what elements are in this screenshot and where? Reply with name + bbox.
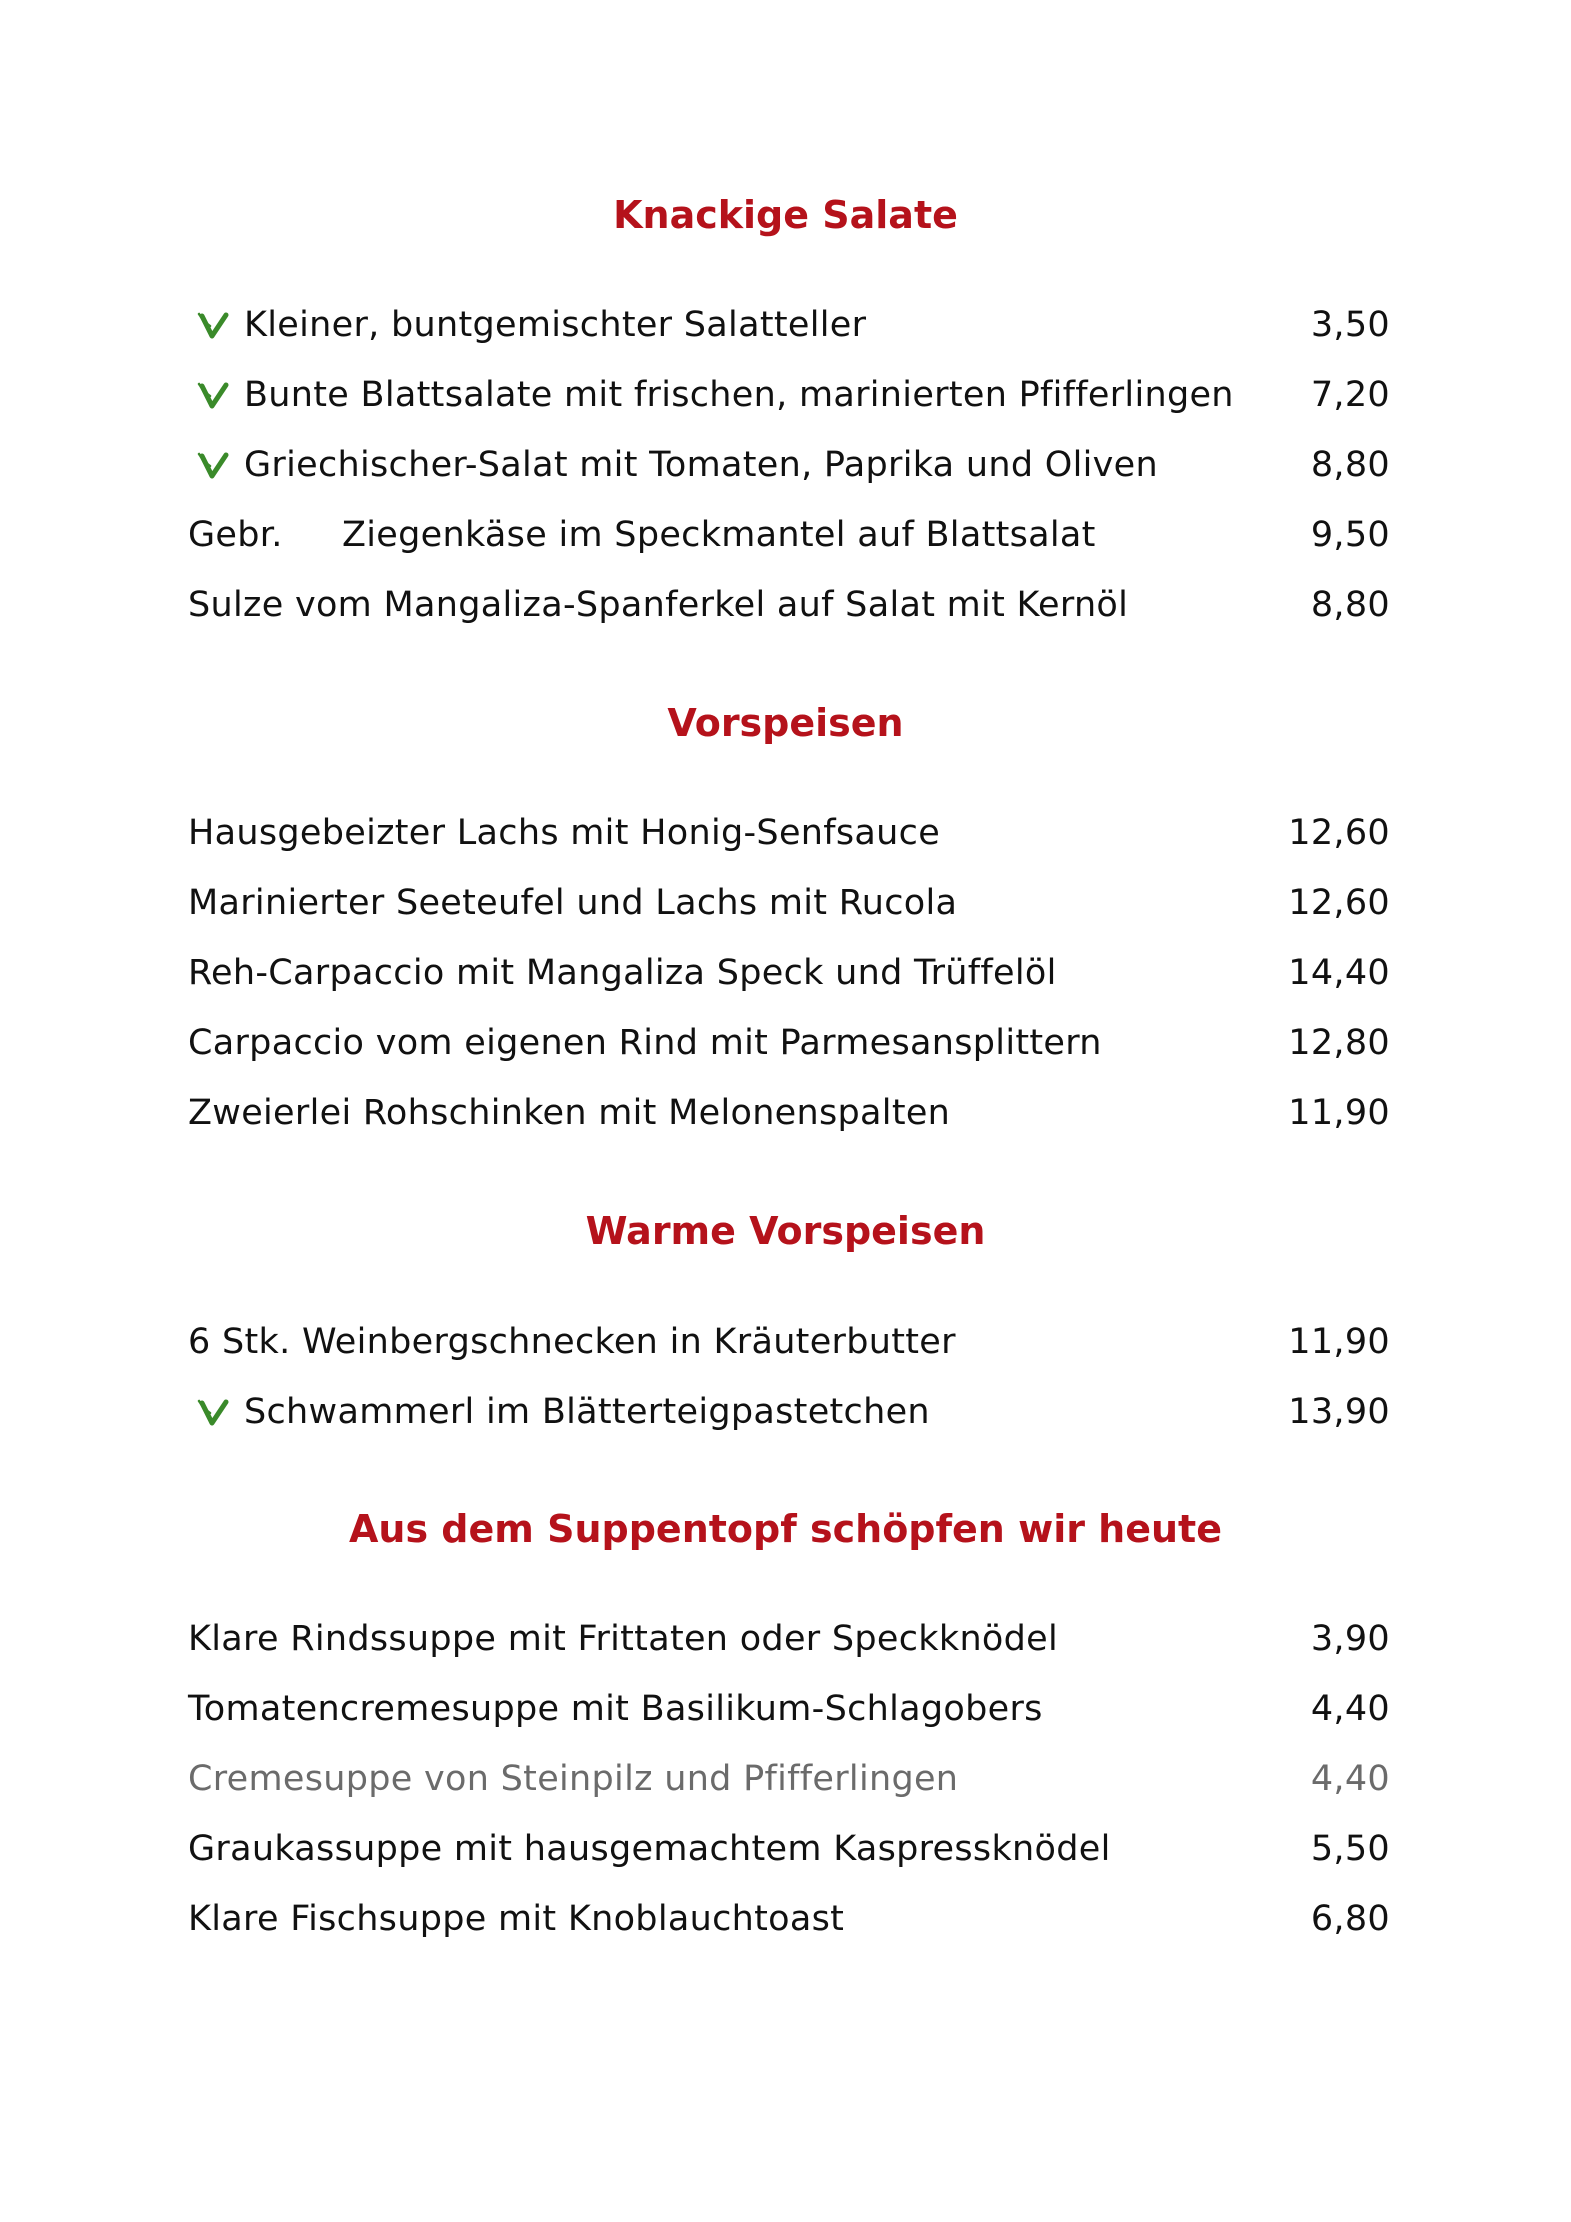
vegetarian-leaf-icon	[196, 452, 232, 480]
menu-item	[188, 1088, 1390, 1138]
item-price: 3,90	[1310, 1619, 1390, 1659]
menu-item	[188, 440, 1390, 490]
item-name: Griechischer-Salat mit Tomaten, Paprika und Oliven	[244, 445, 1158, 485]
vegetarian-leaf-icon	[196, 312, 232, 340]
vegetarian-leaf-icon	[196, 382, 232, 410]
menu-item	[188, 1824, 1390, 1874]
menu-item	[188, 1387, 1390, 1437]
item-name: Sulze vom Mangaliza-Spanferkel auf Salat mit Kernöl	[188, 585, 1129, 625]
item-price: 12,60	[1288, 883, 1390, 923]
item-price: 7,20	[1310, 375, 1390, 415]
item-name: Zweierlei Rohschinken mit Melonenspalten	[188, 1093, 951, 1133]
item-name: Marinierter Seeteufel und Lachs mit Rucola	[188, 883, 958, 923]
item-name: Bunte Blattsalate mit frischen, marinierten Pfifferlingen	[244, 375, 1234, 415]
item-price: 11,90	[1288, 1322, 1390, 1362]
item-name: Ziegenkäse im Speckmantel auf Blattsalat	[342, 515, 1096, 555]
item-name: 6 Stk. Weinbergschnecken in Kräuterbutter	[188, 1322, 956, 1362]
item-price: 11,90	[1288, 1093, 1390, 1133]
menu-item	[188, 580, 1390, 630]
menu-item	[188, 1684, 1390, 1734]
item-price: 6,80	[1310, 1899, 1390, 1939]
vegetarian-leaf-icon	[196, 1399, 232, 1427]
item-name: Carpaccio vom eigenen Rind mit Parmesansplittern	[188, 1023, 1102, 1063]
menu-item	[188, 808, 1390, 858]
section-title-vorspeisen: Vorspeisen	[667, 701, 904, 745]
item-price: 4,40	[1310, 1759, 1390, 1799]
menu-item	[188, 1754, 1390, 1804]
item-name: Kleiner, buntgemischter Salatteller	[244, 305, 867, 345]
item-name: Schwammerl im Blätterteigpastetchen	[244, 1392, 930, 1432]
item-price: 14,40	[1288, 953, 1390, 993]
section-title-salate: Knackige Salate	[613, 193, 958, 237]
item-name: Hausgebeizter Lachs mit Honig-Senfsauce	[188, 813, 941, 853]
menu-item	[188, 948, 1390, 998]
item-prefix: Gebr.	[188, 515, 283, 555]
section-title-warme-vorspeisen: Warme Vorspeisen	[585, 1209, 986, 1253]
item-price: 4,40	[1310, 1689, 1390, 1729]
menu-item	[188, 510, 1390, 560]
item-name: Graukassuppe mit hausgemachtem Kaspressknödel	[188, 1829, 1111, 1869]
item-name: Klare Rindssuppe mit Frittaten oder Speckknödel	[188, 1619, 1059, 1659]
menu-item	[188, 878, 1390, 928]
menu-item	[188, 300, 1390, 350]
item-price: 9,50	[1310, 515, 1390, 555]
menu-item	[188, 1894, 1390, 1944]
item-price: 12,60	[1288, 813, 1390, 853]
section-title-suppen: Aus dem Suppentopf schöpfen wir heute	[349, 1507, 1222, 1551]
item-name: Tomatencremesuppe mit Basilikum-Schlagobers	[188, 1689, 1043, 1729]
item-name: Cremesuppe von Steinpilz und Pfifferlingen	[188, 1759, 959, 1799]
menu-item	[188, 1614, 1390, 1664]
menu-item	[188, 1317, 1390, 1367]
item-price: 13,90	[1288, 1392, 1390, 1432]
item-price: 5,50	[1310, 1829, 1390, 1869]
item-price: 3,50	[1310, 305, 1390, 345]
menu-item	[188, 370, 1390, 420]
menu-item	[188, 1018, 1390, 1068]
item-price: 8,80	[1310, 445, 1390, 485]
item-price: 8,80	[1310, 585, 1390, 625]
item-price: 12,80	[1288, 1023, 1390, 1063]
item-name: Klare Fischsuppe mit Knoblauchtoast	[188, 1899, 845, 1939]
item-name: Reh-Carpaccio mit Mangaliza Speck und Trüffelöl	[188, 953, 1057, 993]
